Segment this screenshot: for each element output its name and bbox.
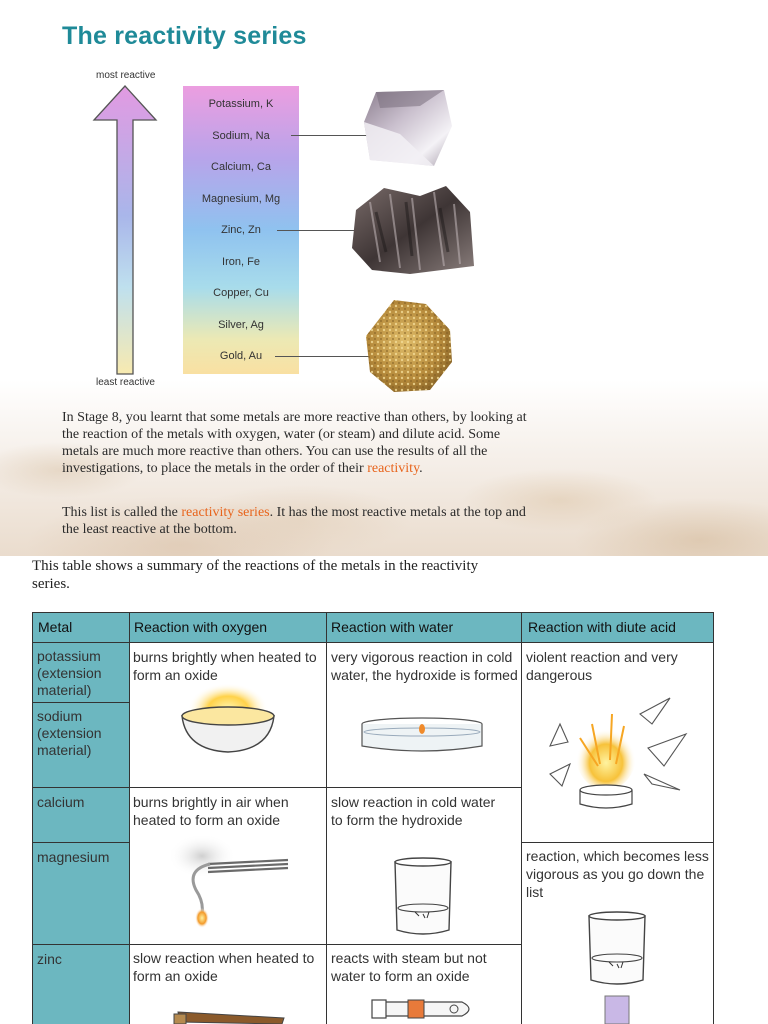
gold-sample-image xyxy=(364,298,454,394)
burning-ribbon-icon xyxy=(156,834,296,932)
header-acid: Reaction with diute acid xyxy=(528,619,676,635)
metal-list-item: Copper, Cu xyxy=(213,287,269,299)
metal-sodium: sodium (extension material) xyxy=(37,708,102,758)
metal-list-item: Calcium, Ca xyxy=(211,161,271,173)
water-calcium-magnesium: slow reaction in cold water to form the hydroxide xyxy=(331,794,496,828)
beaker-icon-acid xyxy=(583,910,651,1024)
paragraph-2-end: . It has the most reactive metals at the top and the least reactive at the bottom. xyxy=(62,505,526,537)
paragraph-reactivity-series xyxy=(62,504,532,538)
metal-list-item: Sodium, Na xyxy=(212,129,270,142)
metal-list-item: Silver, Ag xyxy=(218,318,264,331)
metal-magnesium: magnesium xyxy=(37,849,110,865)
most-reactive-label: most reactive xyxy=(96,70,156,81)
sodium-leader-line xyxy=(291,135,369,136)
table-intro-text: This table shows a summary of the reactions of the metals in the reactivity series. xyxy=(32,558,479,592)
metal-list-item: Magnesium, Mg xyxy=(201,192,281,205)
oxygen-zinc: slow reaction when heated to form an oxide xyxy=(133,950,315,984)
metal-list-item: Zinc, Zn xyxy=(221,224,261,236)
term-reactivity: reactivity xyxy=(367,461,420,476)
oxygen-calcium-magnesium: burns brightly in air when heated to form an oxide xyxy=(133,794,289,828)
metal-list-item: Gold, Au xyxy=(219,350,263,362)
header-oxygen: Reaction with oxygen xyxy=(134,619,268,635)
metal-list-item: Iron, Fe xyxy=(222,255,260,268)
zinc-leader-line xyxy=(277,230,357,231)
acid-calcium-magnesium-zinc: reaction, which becomes less vigorous as you go down the list xyxy=(526,848,709,900)
page-title: The reactivity series xyxy=(62,22,307,50)
test-tube-oxygen-icon xyxy=(144,1008,294,1024)
water-dish-icon xyxy=(359,716,485,756)
header-metal: Metal xyxy=(38,619,73,635)
gold-leader-line xyxy=(275,356,369,357)
paragraph-1-text: In Stage 8, you learnt that some metals are more reactive than others, by looking at the reaction of the metals with oxygen, water (or steam) and dilute acid. Some metals are much more reactive than others. You can use the results of all the investigations, to place the metals in the order of their xyxy=(62,410,527,476)
metal-potassium: potassium (extension material) xyxy=(37,648,102,698)
water-potassium-sodium: very vigorous reaction in cold water, the hydroxide is formed xyxy=(331,649,518,683)
paragraph-reactivity-intro xyxy=(62,409,532,477)
up-arrow-gradient-icon xyxy=(92,84,158,376)
beaker-icon xyxy=(389,856,457,940)
zinc-sample-image xyxy=(350,182,476,278)
crucible-flame-icon xyxy=(180,676,276,756)
oxygen-potassium-sodium: burns brightly when heated to form an oxide xyxy=(133,649,317,683)
sodium-sample-image xyxy=(360,86,456,172)
least-reactive-label: least reactive xyxy=(96,377,155,388)
header-water: Reaction with water xyxy=(331,619,454,635)
test-tube-heating-icon xyxy=(364,994,482,1024)
term-reactivity-series: reactivity series xyxy=(181,505,270,520)
metal-zinc: zinc xyxy=(37,951,62,967)
paragraph-2-text: This list is called the xyxy=(62,505,182,520)
metal-list-item: Potassium, K xyxy=(208,98,274,110)
water-zinc: reacts with steam but not water to form an oxide xyxy=(331,950,487,984)
acid-potassium-sodium: violent reaction and very dangerous xyxy=(526,649,678,683)
reactions-table xyxy=(32,612,714,1024)
paragraph-1-end: . xyxy=(419,461,423,476)
acid-explosion-icon xyxy=(540,694,690,814)
metal-calcium: calcium xyxy=(37,794,85,810)
